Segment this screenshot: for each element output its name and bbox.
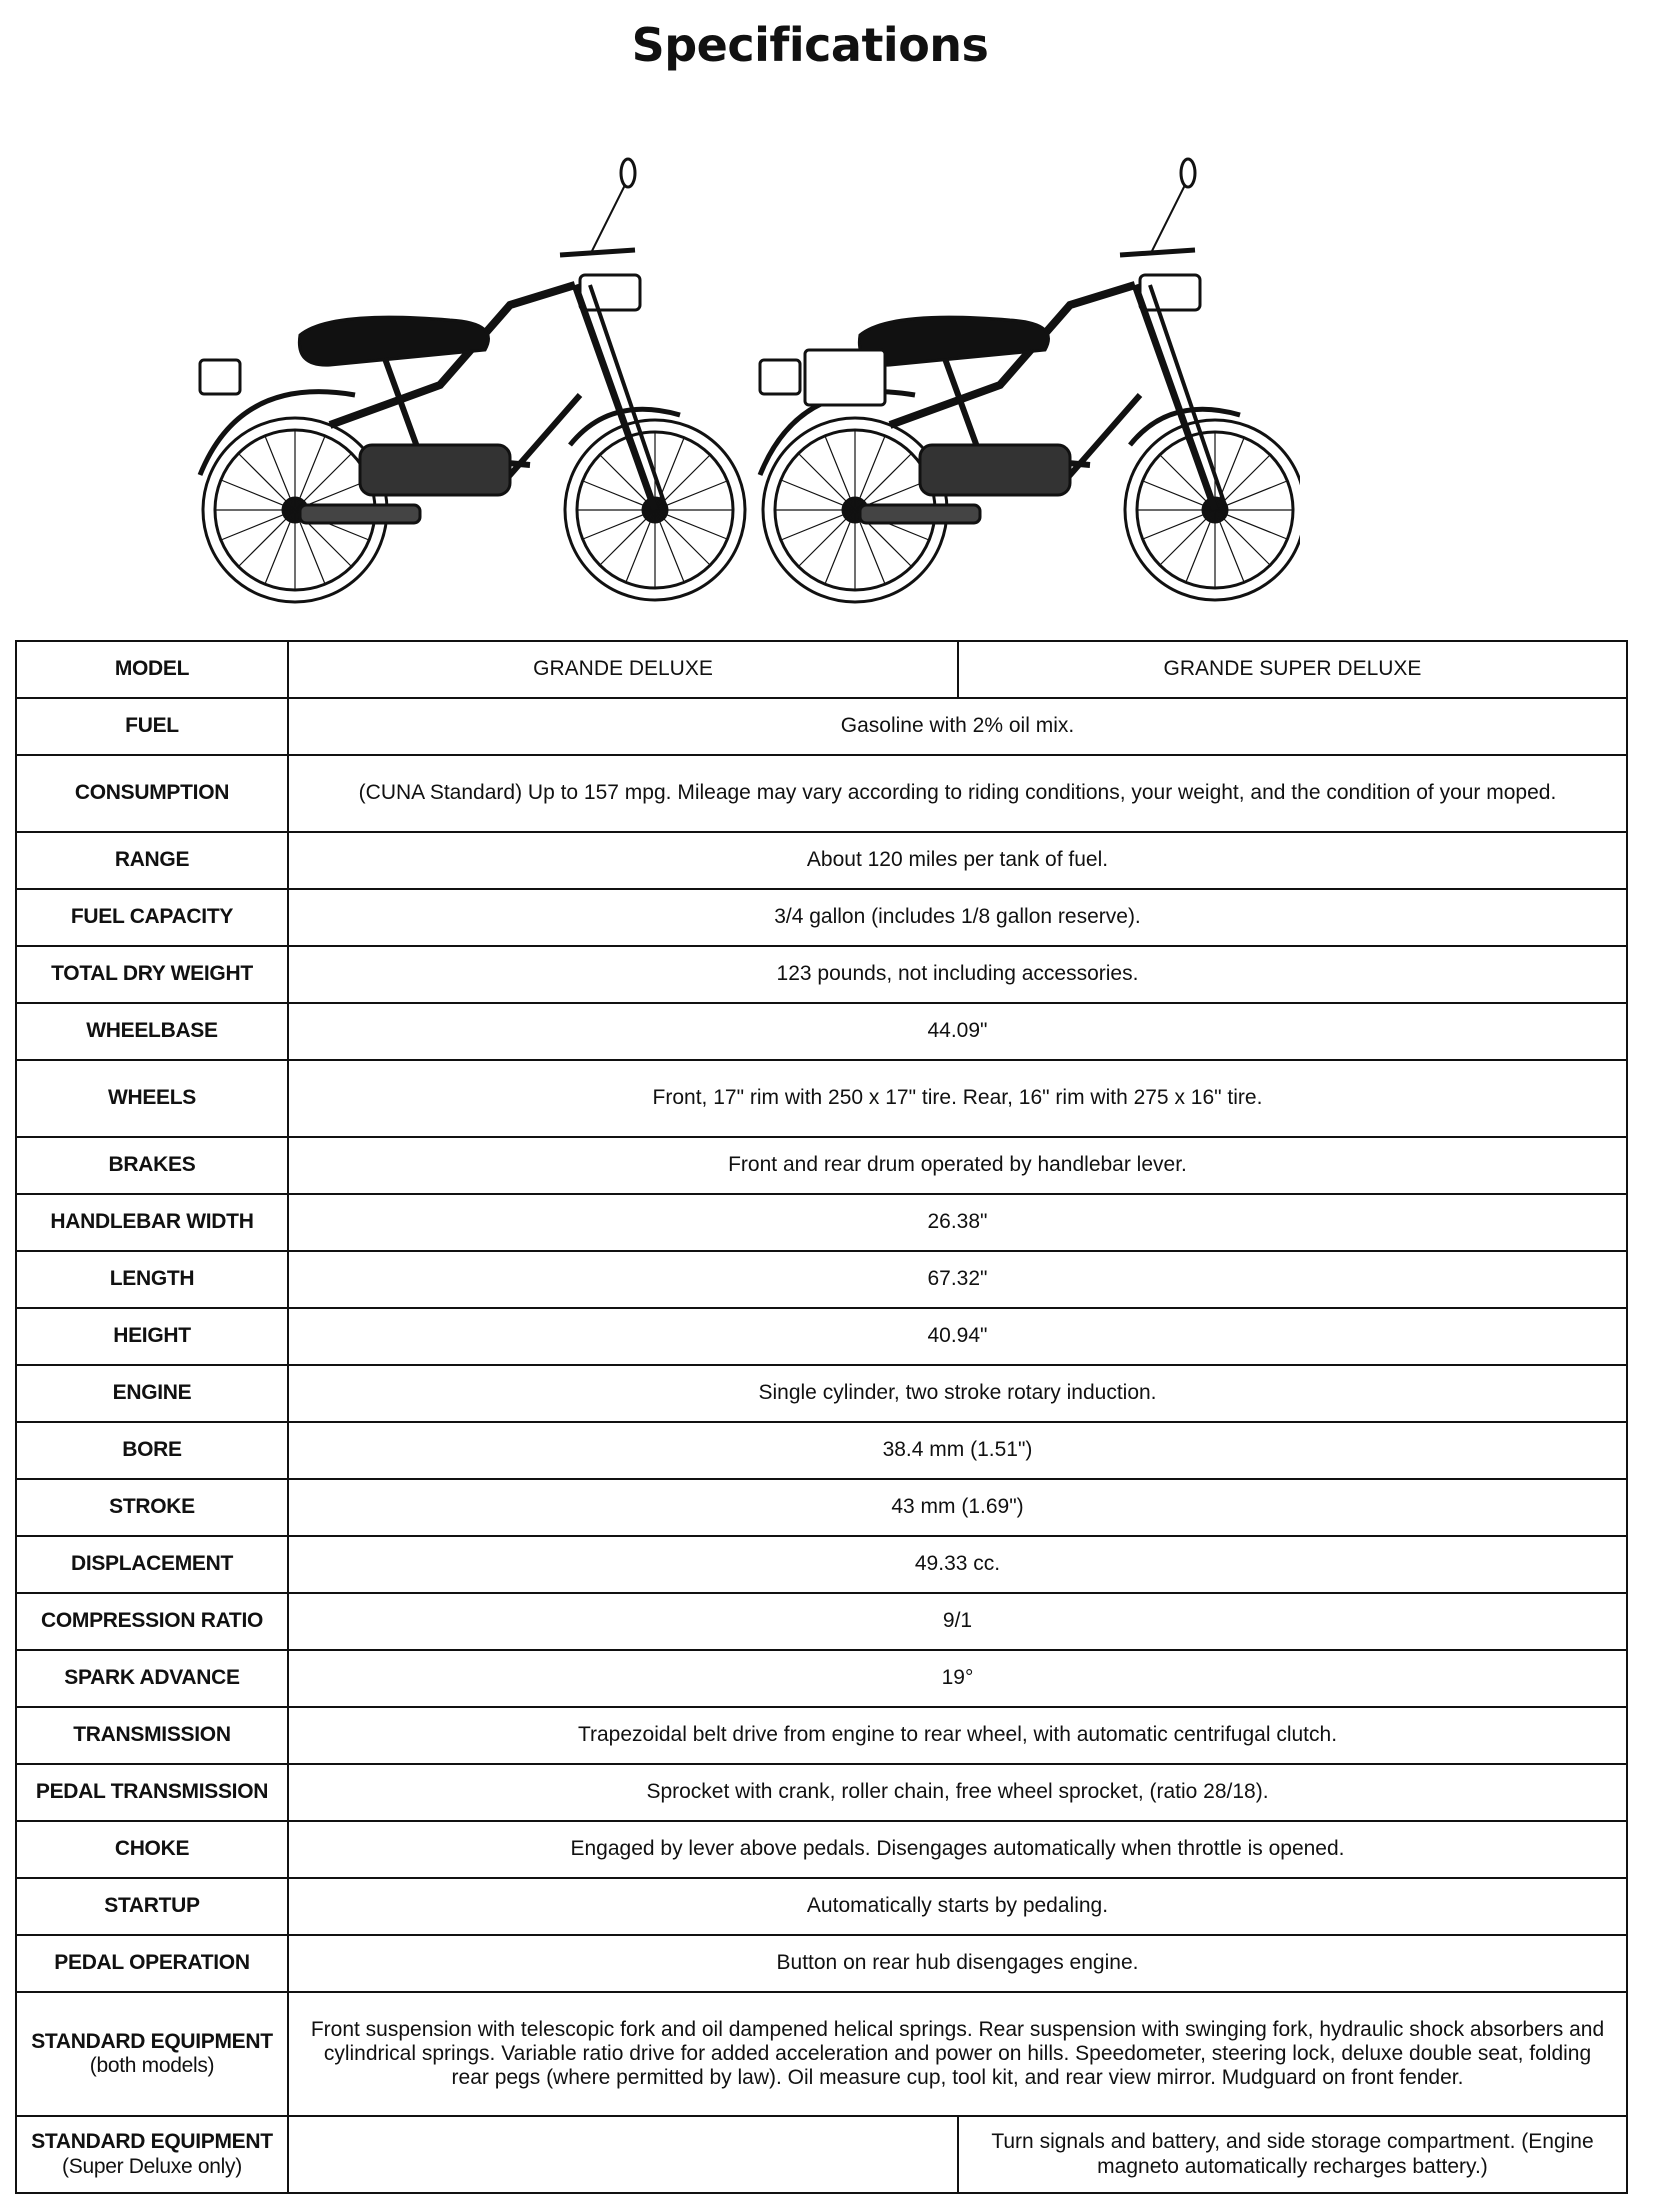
- spec-row-handlebar-width: [16, 1194, 1627, 1251]
- spec-value-super-deluxe: Turn signals and battery, and side storage compartment. (Engine magneto automatically recharges battery.): [958, 2116, 1627, 2193]
- spec-value: Engaged by lever above pedals. Disengages automatically when throttle is opened.: [288, 1821, 1627, 1878]
- spec-row-pedal-operation: [16, 1935, 1627, 1992]
- spec-label-sub: (both models): [89, 2054, 215, 2077]
- spec-label-sub: (Super Deluxe only): [62, 2154, 242, 2178]
- moped-illustrations: [180, 145, 1300, 605]
- spec-label: FUEL: [16, 698, 288, 755]
- spec-value: Trapezoidal belt drive from engine to rear wheel, with automatic centrifugal clutch.: [288, 1707, 1627, 1764]
- spec-label: WHEELS: [16, 1060, 288, 1137]
- spec-value: 67.32": [288, 1251, 1627, 1308]
- spec-row-range: [16, 832, 1627, 889]
- spec-label: CHOKE: [16, 1821, 288, 1878]
- spec-row-fuel: [16, 698, 1627, 755]
- spec-value: 44.09": [288, 1003, 1627, 1060]
- page-title: Specifications: [631, 18, 989, 72]
- spec-row-transmission: [16, 1707, 1627, 1764]
- spec-value: 3/4 gallon (includes 1/8 gallon reserve).: [288, 889, 1627, 946]
- spec-label: WHEELBASE: [16, 1003, 288, 1060]
- spec-value: Automatically starts by pedaling.: [288, 1878, 1627, 1935]
- spec-label: HANDLEBAR WIDTH: [16, 1194, 288, 1251]
- spec-row-pedal-transmission: [16, 1764, 1627, 1821]
- spec-value: Single cylinder, two stroke rotary induction.: [288, 1365, 1627, 1422]
- spec-row-stroke: [16, 1479, 1627, 1536]
- spec-row-wheels: [16, 1060, 1627, 1137]
- spec-label: [16, 1992, 288, 2116]
- spec-label: ENGINE: [16, 1365, 288, 1422]
- spec-label: TRANSMISSION: [16, 1707, 288, 1764]
- spec-value: 19°: [288, 1650, 1627, 1707]
- spec-row-compression-ratio: [16, 1593, 1627, 1650]
- spec-row-total-dry-weight: [16, 946, 1627, 1003]
- spec-value: 26.38": [288, 1194, 1627, 1251]
- spec-value: Front and rear drum operated by handlebar lever.: [288, 1137, 1627, 1194]
- spec-value: (CUNA Standard) Up to 157 mpg. Mileage may vary according to riding conditions, your weight, and the condition of your moped.: [288, 755, 1627, 832]
- spec-value: Sprocket with crank, roller chain, free wheel sprocket, (ratio 28/18).: [288, 1764, 1627, 1821]
- spec-label: CONSUMPTION: [16, 755, 288, 832]
- spec-value: About 120 miles per tank of fuel.: [288, 832, 1627, 889]
- spec-label: HEIGHT: [16, 1308, 288, 1365]
- spec-row-wheelbase: [16, 1003, 1627, 1060]
- spec-row-length: [16, 1251, 1627, 1308]
- spec-label: [16, 2116, 288, 2193]
- spec-value: Front suspension with telescopic fork and oil dampened helical springs. Rear suspension with swinging fork, hydraulic shock absorbers and cylindrical springs. Variable ratio drive for added acceleration and power on hills. Speedometer, steering lock, deluxe double seat, folding rear pegs (where permitted by law). Oil measure cup, tool kit, and rear view mirror. Mudguard on front fender.: [288, 1992, 1627, 2116]
- spec-row-choke: [16, 1821, 1627, 1878]
- spec-label: COMPRESSION RATIO: [16, 1593, 288, 1650]
- spec-value: 40.94": [288, 1308, 1627, 1365]
- spec-row-consumption: [16, 755, 1627, 832]
- spec-row-standard-equipment-super: [16, 2116, 1627, 2193]
- spec-label: BORE: [16, 1422, 288, 1479]
- spec-label: BRAKES: [16, 1137, 288, 1194]
- spec-label-main: STANDARD EQUIPMENT: [31, 2130, 273, 2154]
- spec-label: STROKE: [16, 1479, 288, 1536]
- spec-row-displacement: [16, 1536, 1627, 1593]
- spec-label: DISPLACEMENT: [16, 1536, 288, 1593]
- model-grande-deluxe: GRANDE DELUXE: [288, 641, 958, 698]
- moped-super-deluxe-icon: [760, 159, 1300, 602]
- spec-row-engine: [16, 1365, 1627, 1422]
- model-label: MODEL: [16, 641, 288, 698]
- spec-value: 123 pounds, not including accessories.: [288, 946, 1627, 1003]
- spec-value: 43 mm (1.69"): [288, 1479, 1627, 1536]
- spec-value: 38.4 mm (1.51"): [288, 1422, 1627, 1479]
- model-grande-super-deluxe: GRANDE SUPER DELUXE: [958, 641, 1627, 698]
- spec-label-main: STANDARD EQUIPMENT: [31, 2029, 273, 2053]
- spec-label: SPARK ADVANCE: [16, 1650, 288, 1707]
- spec-row-height: [16, 1308, 1627, 1365]
- spec-value: 9/1: [288, 1593, 1627, 1650]
- spec-label: LENGTH: [16, 1251, 288, 1308]
- spec-value-deluxe: [288, 2116, 958, 2193]
- spec-row-fuel-capacity: [16, 889, 1627, 946]
- spec-value: Front, 17" rim with 250 x 17" tire. Rear, 16" rim with 275 x 16" tire.: [288, 1060, 1627, 1137]
- spec-row-bore: [16, 1422, 1627, 1479]
- spec-row-standard-equipment-both: [16, 1992, 1627, 2116]
- specifications-table: [15, 640, 1628, 2194]
- spec-label: FUEL CAPACITY: [16, 889, 288, 946]
- spec-label: STARTUP: [16, 1878, 288, 1935]
- spec-value: Gasoline with 2% oil mix.: [288, 698, 1627, 755]
- spec-row-startup: [16, 1878, 1627, 1935]
- spec-label: PEDAL TRANSMISSION: [16, 1764, 288, 1821]
- spec-row-spark-advance: [16, 1650, 1627, 1707]
- spec-value: 49.33 cc.: [288, 1536, 1627, 1593]
- model-row: [16, 641, 1627, 698]
- spec-label: TOTAL DRY WEIGHT: [16, 946, 288, 1003]
- spec-label: PEDAL OPERATION: [16, 1935, 288, 1992]
- moped-deluxe-icon: [200, 159, 745, 602]
- spec-value: Button on rear hub disengages engine.: [288, 1935, 1627, 1992]
- spec-label: RANGE: [16, 832, 288, 889]
- spec-row-brakes: [16, 1137, 1627, 1194]
